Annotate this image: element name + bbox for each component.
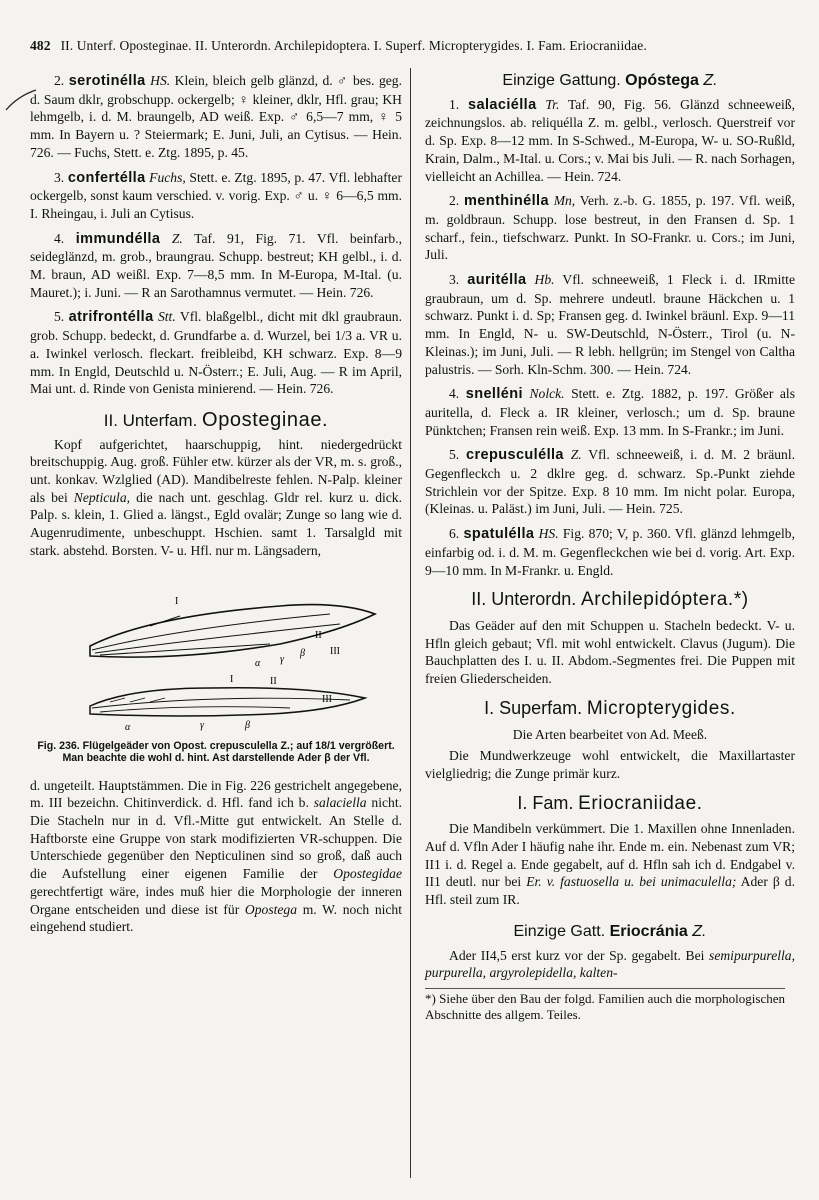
text-run: nicht. Die Stacheln nur in d. Vfl.-Mitte gut entwickelt. An Stelle d. Haftborste eine Gruppe von stark modifizierten VR-schuppen. Die Unterschiede gegenüber den Nepticulinen sind so groß, daß auch die Aufstellung einer eigenen Familie der: [30, 795, 403, 882]
genus-heading-eriocrania: [425, 923, 795, 941]
species-italic: Er. v. fastuosella u. bei unimaculella;: [526, 874, 737, 890]
subfamily-description-continued: [30, 777, 402, 936]
family-name: Eriocraniidae.: [578, 792, 703, 814]
entry-number: 3.: [449, 272, 460, 288]
suborder-prefix: II. Unterordn.: [471, 589, 577, 610]
fig-label-hw-III: III: [322, 693, 332, 705]
species-entry-snelleni: [425, 385, 795, 439]
genus-description: [425, 947, 795, 982]
column-rule: [410, 68, 411, 1178]
entry-number: 6.: [449, 526, 460, 542]
entry-number: 5.: [449, 447, 460, 463]
fig-label-alpha: α: [255, 657, 261, 669]
species-text: Verh. z.-b. G. 1855, p. 197. Vfl. weiß, m. goldbraun. Schupp. lose bestreut, in den Fransen d. Sp. 1 scharf., fein., tiefschwarz. Punkt. In SO-Frankr. u. Cors.; im Juni, Juli.: [425, 193, 796, 263]
superfamily-heading: [425, 697, 795, 719]
fig-label-gamma: γ: [280, 653, 284, 665]
subfamily-prefix: II. Unterfam.: [103, 410, 198, 430]
genus-heading-author: Z.: [703, 72, 718, 89]
species-entry-serotinella: [30, 72, 402, 162]
genus-heading-opostega: [425, 72, 795, 90]
family-italic: Opostegidae: [333, 866, 403, 882]
suborder-name: Archilepidóptera.*): [581, 589, 749, 611]
fig-label-III: III: [330, 645, 340, 657]
species-author: Z.: [570, 447, 582, 463]
fig-label-beta: β: [300, 647, 305, 659]
fig-label-hw-alpha: α: [125, 721, 131, 733]
species-text: Klein, bleich gelb glänzd, d. ♂ bes. geg. d. Saum dklr, grobschupp. ockergelb; ♀ kleiner, dklr, Hfl. grau; KH lehmgelb, i. d. M. braungelb, AD weiß. Exp. ♂ 6,5—7 mm, ♀ 5 mm. In Bayern u. ? Steiermark; E. Juni, Juli, an Cytisus. — Hein. 726. — Fuchs, Stett. e. Ztg. 1895, p. 45.: [30, 73, 402, 160]
entry-number: 3.: [54, 169, 65, 185]
wing-venation-drawing: [30, 576, 402, 736]
subfamily-heading: [30, 408, 402, 431]
species-author: HS.: [538, 526, 559, 542]
fig-label-hw-gamma: γ: [200, 719, 204, 731]
species-name: spatulélla: [463, 526, 535, 543]
species-author: HS.: [150, 73, 171, 88]
text-run: d. ungeteilt. Hauptstämmen. Die in Fig. 226 gestrichelt angegebene, m. III bezeichn. Chitinverdick. d. Hfl. fand ich b.: [30, 777, 402, 811]
entry-number: 5.: [54, 309, 65, 325]
entry-number: 4.: [449, 386, 460, 402]
species-author: Hb.: [534, 272, 555, 288]
genus-heading-name: Opóstega: [625, 72, 699, 89]
genus-italic: Nepticula,: [73, 489, 131, 505]
species-text: Vfl. schneeweiß, i. d. M. 2 bräunl. Gegenfleckch u. 2 dklre geg. d. schwarz. Sp.-Punkt ziehde Strichlein vor der Spitze. Exp. 8 10 mm. Im nicht polar. Europa, (Kleinas. u. Paläst.) im Juni, Juli. — Hein. 725.: [425, 447, 796, 517]
species-entry-auritella: [425, 271, 795, 378]
suborder-description: Das Geäder auf den mit Schuppen u. Stacheln bedeckt. V- u. Hfln gleich gebaut; Vfl. mit wohl entwickelt. Clavus (Jugum). Die Bauchplatten des I. u. II. Abdom.-Segmentes frei. Die Puppen mit freien Gliederscheiden.: [425, 617, 795, 687]
species-text: Vfl. blaßgelbl., dicht mit dkl graubraun. grob. Schupp. bedeckt, d. Grundfarbe a. d. Wurzel, bei 1/3 a. VR u. a. Iwinkel verlosch. fleckart. freibleibd, KH schwarz. Exp. 8—9 mm. In Engld, Deutschld u. N-Österr.; E. Juli, Aug. — R im April, Mai unt. d. Rinde von Genista minierend. — Hein. 726.: [30, 309, 403, 397]
species-text: Taf. 91, Fig. 71. Vfl. beinfarb., seideglänzd, m. grob., braungrau. Schupp. bestreut; KH gelbl., i. d. M. braun, AD weißl. Exp. 7—8,5 mm. In M-Europa, M-Ital. (u. Mauret.); i. Juni. — R an Sarothamnus vermutet. — Hein. 726.: [30, 230, 403, 300]
species-entry-confertella: [30, 169, 402, 223]
superfamily-name: Micropterygides.: [586, 697, 736, 719]
species-entry-menthinella: [425, 192, 795, 264]
entry-number: 2.: [54, 73, 65, 88]
species-italic: semipurpurella, purpurella, argyrolepidella, kalten-: [425, 947, 795, 981]
fig-label-hw-II: II: [270, 675, 277, 687]
species-text: Vfl. schneeweiß, 1 Fleck i. d. IRmitte graubraun, um d. Sp. mehrere undeutl. braune Häckchen u. 1 schwarz. Punkt i. d. Sp; Fransen geg. d. Iwinkel bräunl. Exp. 9—11 mm. In Engld, N- u. SW-Deutschld, N-Österr., Tirol (u. N-Kleinas.); im Juni, Juli. — R lebh. hellgrün; im Stengel von Caltha palustris. — Sorh. Kln-Schm. 300. — Hein. 724.: [425, 272, 795, 377]
species-entry-salaciella: [425, 96, 795, 186]
genus-italic: Opostega: [244, 901, 298, 917]
species-entry-crepusculella: [425, 446, 795, 518]
running-header: [30, 38, 800, 54]
entry-number: 4.: [54, 230, 65, 246]
family-prefix: I. Fam.: [517, 792, 574, 813]
subfamily-name: Oposteginae.: [202, 408, 329, 431]
fig-label-hw-I: I: [230, 673, 234, 685]
genus-heading-prefix: Einzige Gattung.: [502, 72, 621, 89]
species-author: Stt.: [157, 309, 176, 325]
species-entry-immundella: [30, 230, 402, 302]
species-author: Mn,: [553, 193, 576, 209]
species-name: crepusculélla: [466, 447, 564, 464]
species-author: Z.: [171, 230, 183, 246]
species-entry-atrifrontella: [30, 308, 402, 398]
page-number: 482: [30, 38, 51, 53]
species-author: Fuchs,: [149, 169, 186, 185]
species-name: atrifrontélla: [68, 309, 154, 326]
subfamily-description: [30, 436, 402, 560]
suborder-heading: [425, 591, 795, 609]
fig-label-II: II: [315, 629, 322, 641]
species-name: auritélla: [467, 272, 527, 289]
species-text: Stett. e. Ztg. 1895, p. 47. Vfl. lebhafter ockergelb, sonst kaum verschied. v. vorig. Exp. ♂ u. ♀ 6—6,5 mm. I. Rheingau, i. Juli an Cytisus.: [30, 169, 402, 221]
superfamily-prefix: I. Superfam.: [484, 697, 583, 718]
text-run: gerechtfertigt wäre, indes muß hier die Morphologie der inneren Organe entscheiden und diese ist für: [30, 883, 402, 917]
species-entry-spatulella: [425, 525, 795, 579]
species-text: Fig. 870; V, p. 360. Vfl. glänzd lehmgelb, einfarbig od. i. d. M. m. Gegenfleckchen wie bei d. vorig. Art. Exp. 9—10 mm. In M-Frankr. u. Engld.: [425, 526, 795, 578]
species-author: Nolck.: [529, 386, 565, 402]
fig-label-I: I: [175, 595, 179, 607]
genus-heading-name: Eriocránia: [609, 922, 688, 940]
entry-number: 1.: [449, 96, 460, 112]
species-text: Stett. e. Ztg. 1882, p. 197. Größer als auritella, d. Fleck a. IR kleiner, verlosch.; um d. Sp. braune Pünktchen; Fransen rein weiß. Exp. 13 mm. In S-Frankr.; im Juni.: [425, 386, 795, 438]
text-run: m. W. noch nicht eingehend studiert.: [30, 901, 402, 935]
fig-label-hw-beta: β: [245, 719, 250, 731]
species-name: salaciélla: [468, 96, 537, 113]
right-column: [425, 72, 795, 1023]
entry-number: 2.: [449, 193, 460, 209]
species-name: confertélla: [67, 169, 146, 186]
text-run: Ader β d. Hfl. steil zum IR.: [425, 874, 795, 908]
superfamily-byline: Die Arten bearbeitet von Ad. Meeß.: [512, 726, 708, 742]
text-run: die nach unt. geschlag. Gldr rel. kurz u. dick. Palp. s. klein, 1. Glied a. längst., Egld ovalär; Zunge so lang wie d. Augenrudimente, unbeschuppt. Hschien. samt 1. Tarsalgld mit stark. abstehd. Borsten. V- u. Hfl. nur m. Längsadern,: [30, 489, 403, 558]
species-text: Taf. 90, Fig. 56. Glänzd schneeweiß, zeichnungslos. ab. reliquélla Z. m. gelbl., verlosch. Querstreif vor d. Sp. Exp. 8—12 mm. In S-Schwed., M-Europa, W- u. SO-Rußld, Krain, Dalm., M-Ital. u. Cors.; v. Mai bis Juli. — R. nach Sorhagen, vielleicht an Achillea. — Hein. 724.: [425, 96, 795, 184]
family-heading: [425, 792, 795, 814]
footnote: *) Siehe über den Bau der folgd. Familien auch die morphologischen Abschnitte des allgem. Teiles.: [425, 988, 785, 1023]
text-run: Kopf aufgerichtet, haarschuppig, hint. niedergedrückt breitschuppig. Aug. groß. Fühler etw. kürzer als der VR, m. s. groß., unt. konkav. Wzlglied (AD). Mandibelreste fehlen. N-Palp. kleiner als bei: [30, 436, 402, 505]
text-run: Die Mandibeln verkümmert. Die 1. Maxillen ohne Innenladen. Auf d. Vfln Ader I häufig nahe ihr. Ende m. ein. Nebenast zum VR; II1 i. d. Regel a. Ende gegabelt, auf d. Hfln sah ich d. Endgabel v. II1 deutl. nur bei: [425, 821, 795, 890]
figure-caption: Fig. 236. Flügelgeäder von Opost. crepusculella Z.; auf 18/1 vergrößert. Man beachte die wohl d. hint. Ast darstellende Ader β der Vfl.: [37, 739, 395, 765]
genus-italic: salaciella: [313, 795, 367, 811]
wing-venation-figure: [30, 576, 402, 736]
species-name: snelléni: [465, 386, 523, 403]
species-name: immundélla: [75, 230, 161, 247]
left-column: [30, 72, 402, 936]
running-title: II. Unterf. Oposteginae. II. Unterordn. Archilepidoptera. I. Superf. Micropterygides. I. Fam. Eriocraniidae.: [60, 38, 647, 53]
family-description: [425, 820, 795, 909]
text-run: Ader II4,5 erst kurz vor der Sp. gegabelt. Bei: [449, 947, 705, 963]
species-author: Tr.: [545, 96, 560, 112]
superfamily-description: Die Mundwerkzeuge wohl entwickelt, die Maxillartaster vielgliedrig; die Zunge primär kurz.: [425, 748, 795, 781]
species-name: menthinélla: [463, 193, 549, 210]
species-name: serotinélla: [68, 73, 146, 89]
genus-heading-prefix: Einzige Gatt.: [513, 922, 606, 940]
genus-heading-author: Z.: [692, 922, 707, 940]
